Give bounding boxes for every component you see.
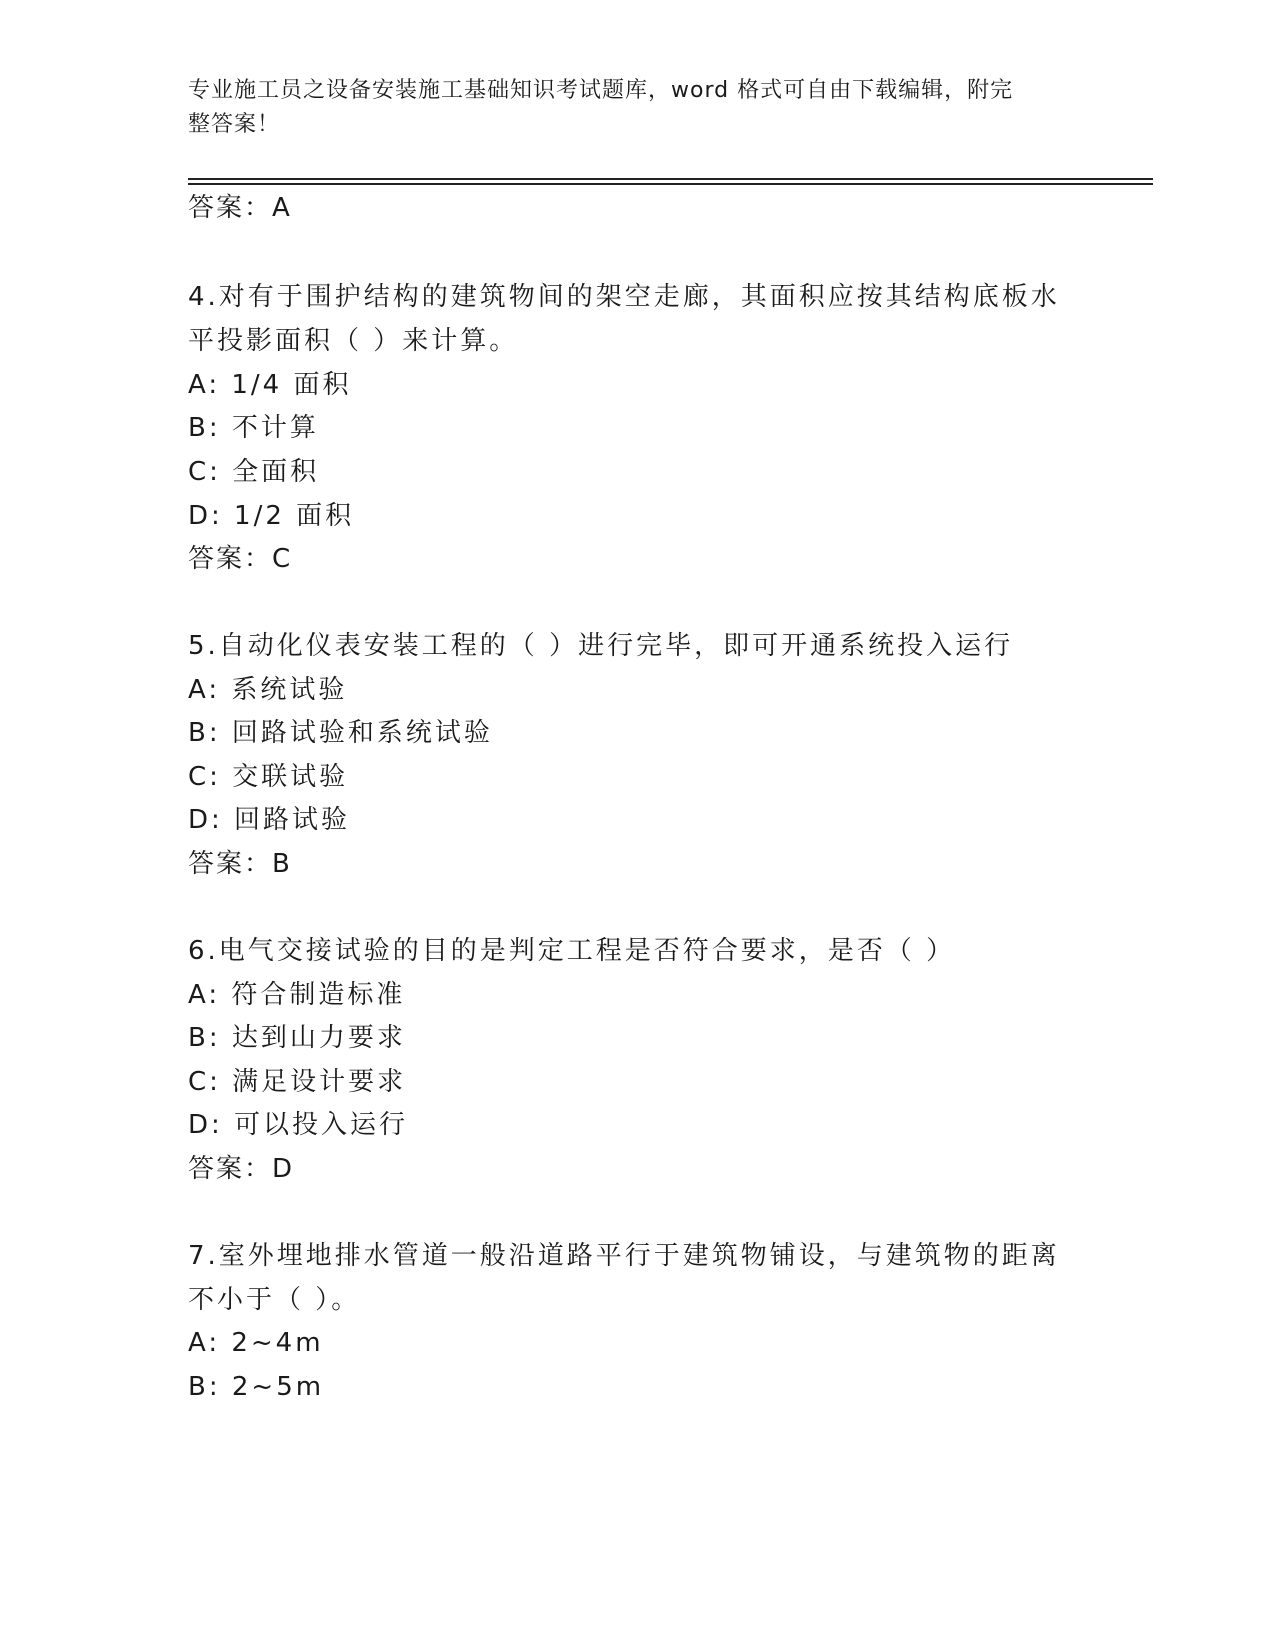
header-divider-bottom bbox=[188, 183, 1153, 185]
header-line-1: 专业施工员之设备安装施工基础知识考试题库，word 格式可自由下载编辑，附完 bbox=[188, 78, 1014, 103]
option-b: B: 回路试验和系统试验 bbox=[188, 718, 493, 748]
option-c: C: 满足设计要求 bbox=[188, 1067, 407, 1097]
answer-line: 答案：B bbox=[188, 849, 292, 879]
question-7-line-2: 不小于（ ）。 bbox=[188, 1285, 361, 1315]
option-c: C: 交联试验 bbox=[188, 762, 349, 792]
option-b: B: 达到山力要求 bbox=[188, 1023, 406, 1053]
question-5-line-1: 5.自动化仪表安装工程的（ ）进行完毕，即可开通系统投入运行 bbox=[188, 631, 1014, 661]
option-a: A: 1/4 面积 bbox=[188, 370, 352, 400]
question-7-line-1: 7.室外埋地排水管道一般沿道路平行于建筑物铺设，与建筑物的距离 bbox=[188, 1241, 1060, 1271]
option-d: D: 可以投入运行 bbox=[188, 1110, 409, 1140]
option-d: D: 回路试验 bbox=[188, 805, 351, 835]
header-divider-top bbox=[188, 178, 1153, 180]
question-4-line-2: 平投影面积（ ）来计算。 bbox=[188, 326, 519, 356]
answer-line: 答案：D bbox=[188, 1154, 295, 1184]
document-header bbox=[188, 74, 1068, 142]
answer-line: 答案：A bbox=[188, 193, 292, 223]
option-b: B: 2~5m bbox=[188, 1372, 325, 1402]
option-a: A: 符合制造标准 bbox=[188, 980, 406, 1010]
option-a: A: 2~4m bbox=[188, 1328, 324, 1358]
question-4-line-1: 4.对有于围护结构的建筑物间的架空走廊，其面积应按其结构底板水 bbox=[188, 282, 1060, 312]
option-d: D: 1/2 面积 bbox=[188, 501, 355, 531]
option-c: C: 全面积 bbox=[188, 457, 320, 487]
answer-line: 答案：C bbox=[188, 544, 293, 574]
header-line-2: 整答案！ bbox=[188, 112, 281, 137]
question-6-line-1: 6.电气交接试验的目的是判定工程是否符合要求，是否（ ） bbox=[188, 936, 956, 966]
option-a: A: 系统试验 bbox=[188, 675, 348, 705]
option-b: B: 不计算 bbox=[188, 413, 319, 443]
